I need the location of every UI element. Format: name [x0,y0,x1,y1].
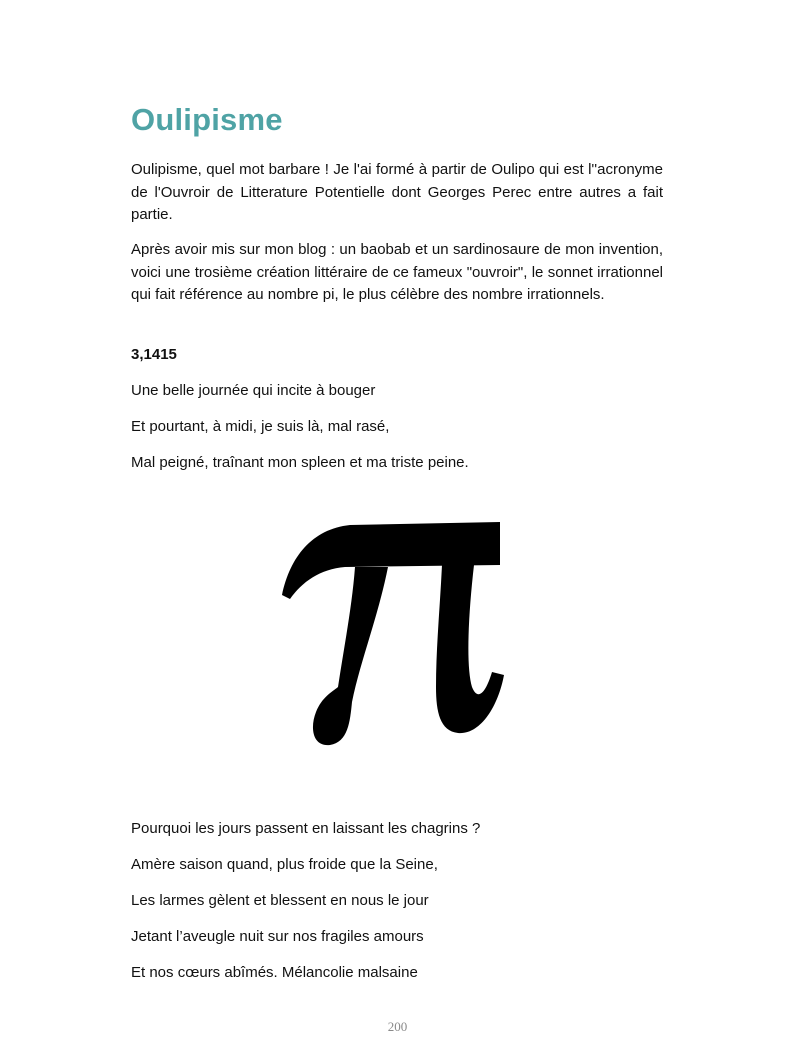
poem-line: Mal peigné, traînant mon spleen et ma triste peine. [131,454,469,471]
pi-image [260,487,536,780]
page-number: 200 [387,1019,408,1034]
poem-line: Une belle journée qui incite à bouger [131,382,376,399]
pi-symbol-icon [260,487,536,780]
poem-line: Amère saison quand, plus froide que la Seine, [131,856,438,873]
intro-paragraph-2: Après avoir mis sur mon blog : un baobab et un sardinosaure de mon invention, voici une trosième création littéraire de ce fameux "ouvroir", le sonnet irrationnel qui fait référence au nombre pi, le plus célèbre des nombre irrationnels. [131,241,663,303]
poem-heading: 3,1415 [131,346,177,363]
page-title: Oulipisme [131,102,283,137]
poem-line: Et nos cœurs abîmés. Mélancolie malsaine [131,964,418,981]
intro-paragraph-1: Oulipisme, quel mot barbare ! Je l'ai formé à partir de Oulipo qui est l''acronyme de l'Ouvroir de Litterature Potentielle dont Georges Perec entre autres a fait partie. [131,161,663,223]
poem-line: Jetant l’aveugle nuit sur nos fragiles amours [131,928,424,945]
poem-line: Les larmes gèlent et blessent en nous le jour [131,892,429,909]
poem-line: Et pourtant, à midi, je suis là, mal rasé, [131,418,390,435]
poem-line: Pourquoi les jours passent en laissant les chagrins ? [131,820,481,837]
